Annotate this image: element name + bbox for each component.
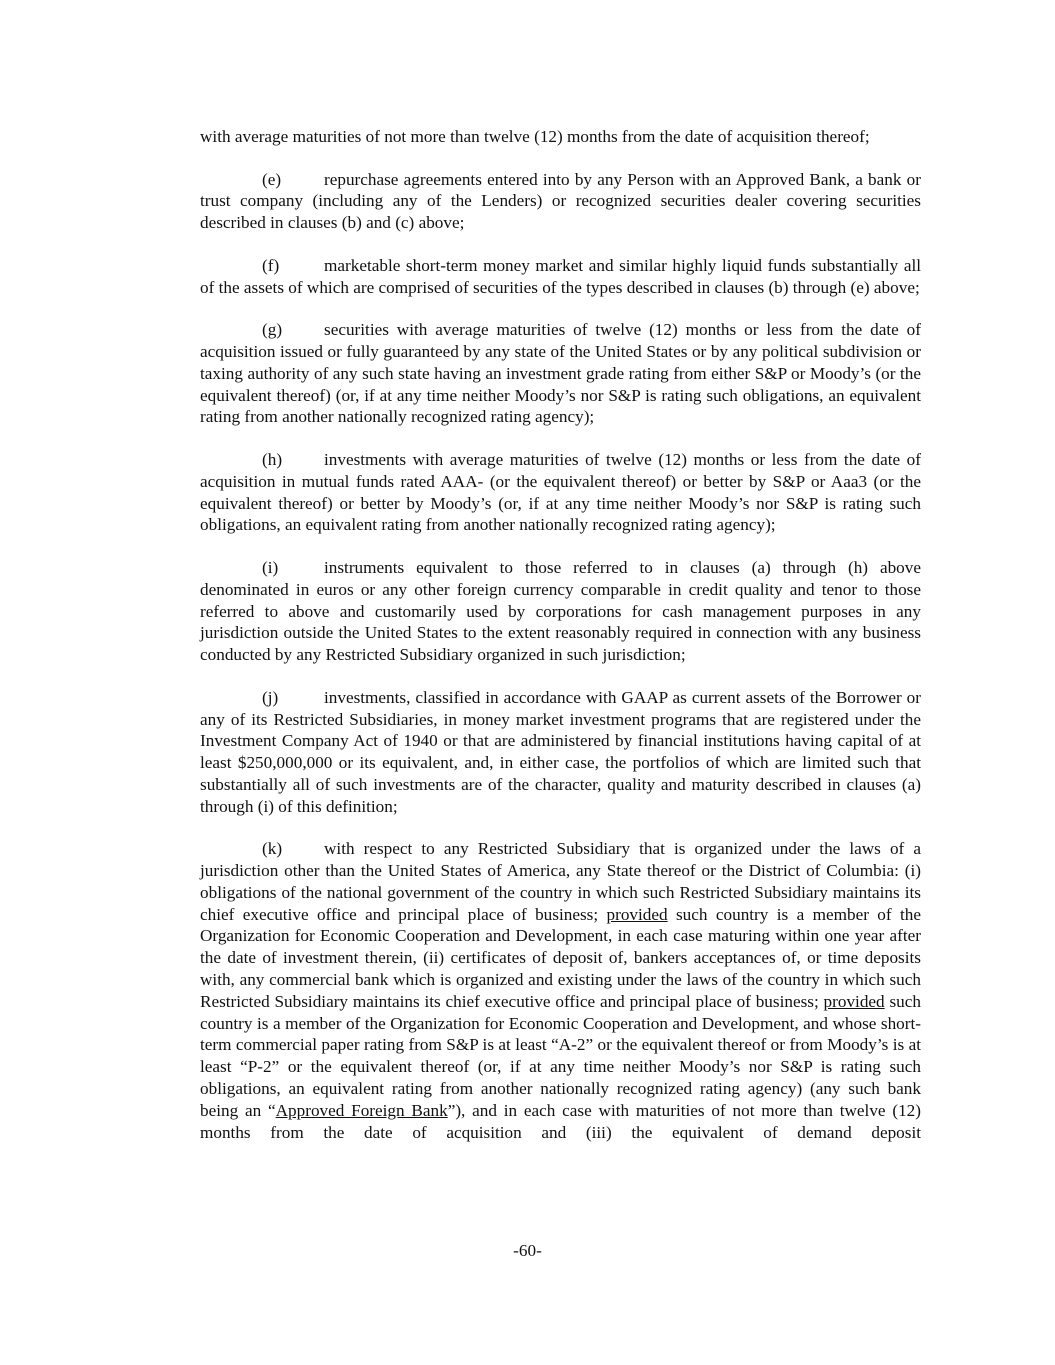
paragraph-text: ”), and in each case with maturities of not more than twelve (12) months from the date of acquisition and (iii) the equivalent of demand deposit [200,1100,921,1142]
clause-label: (j) [262,687,279,707]
paragraph-text: instruments equivalent to those referred to in clauses (a) through (h) above denominated in euros or any other foreign currency comparable in credit quality and tenor to those referred to above and customarily used by corporations for cash management purposes in any jurisdiction outside the United States to the extent reasonably required in connection with any business conducted by any Restricted Subsidiary organized in such jurisdiction; [200,557,921,665]
provided-term: provided [606,904,668,924]
paragraph-g [200,319,921,428]
paragraph-text: marketable short-term money market and similar highly liquid funds substantially all of the assets of which are comprised of securities of the types described in clauses (b) through (e) above; [200,255,921,297]
paragraph-i [200,557,921,666]
paragraph-text: with average maturities of not more than twelve (12) months from the date of acquisition thereof; [200,127,870,146]
document-body [200,126,921,1164]
paragraph-text: investments with average maturities of twelve (12) months or less from the date of acquisition in mutual funds rated AAA- (or the equivalent thereof) or better by S&P or Aaa3 (or the equivalent thereof) or better by Moody’s (or, if at any time neither Moody’s nor S&P is rating such obligations, an equivalent rating from another nationally recognized rating agency); [200,449,921,535]
paragraph-text: repurchase agreements entered into by any Person with an Approved Bank, a bank or trust company (including any of the Lenders) or recognized securities dealer covering securities described in clauses (b) and (c) above; [200,169,921,233]
paragraph-e [200,169,921,234]
paragraph-text: such country is a member of the Organization for Economic Cooperation and Development, and whose short-term commercial paper rating from S&P is at least “A-2” or the equivalent thereof or from Moody’s is at least “P-2” or the equivalent thereof (or, if at any time neither Moody’s nor S&P is rating such obligations, an equivalent rating from another nationally recognized rating agency) (any such bank being an “ [200,991,921,1120]
paragraph-text: with respect to any Restricted Subsidiary that is organized under the laws of a jurisdiction other than the United States of America, any State thereof or the District of Columbia: (i) obligations of the national government of the country in which such Restricted Subsidiary maintains its chief executive office and principal place of business; [200,839,921,924]
clause-label: (k) [262,839,283,859]
clause-label: (i) [262,557,279,577]
paragraph-j [200,687,921,818]
paragraph-text: investments, classified in accordance with GAAP as current assets of the Borrower or any of its Restricted Subsidiaries, in money market investment programs that are registered under the Investment Company Act of 1940 or that are administered by financial institutions having capital of at least $250,000,000 or its equivalent, and, in either case, the portfolios of which are limited such that substantially all of such investments are of the character, quality and maturity described in clauses (a) through (i) of this definition; [200,687,921,816]
paragraph-f [200,255,921,299]
clause-label: (h) [262,449,283,469]
clause-label: (g) [262,320,283,340]
clause-label: (e) [262,169,282,189]
paragraph-k [200,838,921,1143]
clause-label: (f) [262,255,280,275]
provided-term: provided [823,991,885,1011]
paragraph-d-continuation [200,126,921,148]
paragraph-h [200,449,921,536]
page-number: -60- [513,1241,542,1260]
paragraph-text: such country is a member of the Organization for Economic Cooperation and Development, in each case maturing within one year after the date of investment therein, (ii) certificates of deposit of, bankers acceptances of, or time deposits with, any commercial bank which is organized and existing under the laws of the country in which such Restricted Subsidiary maintains its chief executive office and principal place of business; [200,904,921,1011]
defined-term-approved-foreign-bank: Approved Foreign Bank [275,1100,448,1120]
paragraph-text: securities with average maturities of twelve (12) months or less from the date of acquisition issued or fully guaranteed by any state of the United States or by any political subdivision or taxing authority of any such state having an investment grade rating from either S&P or Moody’s (or the equivalent thereof) (or, if at any time neither Moody’s nor S&P is rating such obligations, an equivalent rating from another nationally recognized rating agency); [200,320,921,427]
